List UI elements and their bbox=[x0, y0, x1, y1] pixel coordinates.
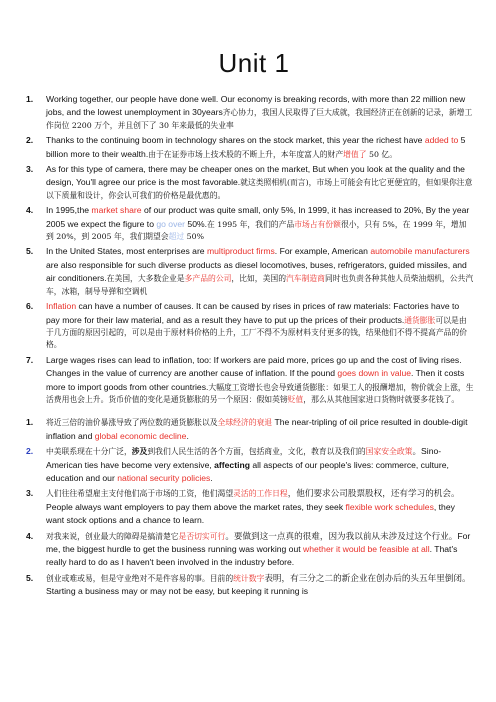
highlighted-phrase: Inflation bbox=[46, 301, 77, 312]
item-number: 5. bbox=[26, 572, 34, 583]
highlighted-phrase: 多产品的公司 bbox=[184, 274, 232, 284]
english-text: all aspects of our people's lives: commerce, culture, education and our bbox=[46, 459, 449, 483]
sentence-item bbox=[26, 93, 474, 132]
english-text: , they want stock options and a chance to learn. bbox=[46, 501, 455, 526]
highlighted-phrase: 通货膨胀 bbox=[404, 315, 436, 325]
english-text: ，他们要求公司股票股权，还有学习的机会。People always want employers to pay them above the market rates, they seek bbox=[46, 488, 460, 512]
highlighted-phrase: 是否切实可行 bbox=[178, 531, 226, 541]
sentence-item bbox=[26, 354, 474, 407]
item-number: 4. bbox=[26, 205, 34, 216]
sentence-list-english-chinese bbox=[26, 93, 474, 406]
sentence-item bbox=[26, 163, 474, 202]
english-text: . Then it costs more to import goods from other countries. bbox=[46, 368, 465, 392]
chinese-text: 在 1995 年，我们的产品 bbox=[207, 219, 295, 229]
chinese-text: 就这类照相机(而言)，市场上可能会有比它更便宜的，但如果你注意以下质量和设计，你会认可我们的价格是最优惠的。 bbox=[46, 178, 473, 200]
english-text: 表明，有三分之二的新企业在创办后的头五年里倒闭。Starting a business may or may not be easy, but keeping it running is bbox=[46, 572, 471, 597]
english-text: Thanks to the continuing boom in technology shares on the stock market, this year the richest have bbox=[46, 135, 425, 146]
english-text: The near-tripling of oil price resulted in double-digit inflation and bbox=[46, 417, 468, 441]
sentence-item bbox=[26, 300, 474, 352]
highlighted-phrase: automobile manufacturers bbox=[370, 246, 470, 257]
highlighted-phrase: flexible work schedules bbox=[345, 501, 434, 512]
english-text: Working together, our people have done well. Our economy is breaking records, with more than 22 million new jobs, and the lowest unemployment in 30years bbox=[46, 94, 466, 118]
sentence-list-chinese-english bbox=[26, 416, 474, 598]
highlighted-phrase: global economic decline bbox=[94, 430, 187, 441]
item-number: 1. bbox=[26, 94, 34, 104]
highlighted-phrase: multiproduct firms bbox=[206, 246, 275, 257]
english-text: 5 billion more to their wealth. bbox=[46, 135, 466, 159]
english-text: . bbox=[210, 472, 213, 483]
chinese-text: 大幅度工资增长也会导致通货膨胀：如果工人的报酬增加，物价就会上涨，生活费用也会上升。货币价值的变化是通货膨胀的另一个原因：假如英镑 bbox=[46, 382, 474, 404]
section-gap bbox=[34, 408, 474, 416]
chinese-text: 齐心协力，我国人民取得了巨大成就，我国经济正在创新的记录，新增工作岗位 2200 万个，并且创下了 30 年来最低的失业率 bbox=[46, 108, 473, 130]
highlighted-phrase: 超过 bbox=[168, 232, 185, 242]
sentence-item bbox=[26, 487, 474, 527]
highlighted-phrase: 增值了 bbox=[343, 149, 367, 159]
english-text: Large wages rises can lead to inflation, too: If workers are paid more, prices go up and the cost of living rises. Changes in the value of currency are another cause of inflation. If the pound bbox=[46, 354, 462, 379]
item-number: 2. bbox=[26, 446, 34, 457]
english-text: 。要做到这一点真的很难，因为我以前从未涉及过这个行业。For me, the biggest hurdle to get the business running was working out bbox=[46, 530, 471, 554]
chinese-text: 对我来说，创业最大的障碍是搞清楚它 bbox=[46, 531, 179, 541]
english-text: As for this type of camera, there may be cheaper ones on the market, But when you look at the quality and the design, You'll agree our price is the most favorable. bbox=[46, 164, 465, 188]
item-number: 7. bbox=[26, 354, 34, 365]
sentence-item bbox=[26, 530, 474, 570]
chinese-text: 同时也负责各种其他人员柴油烟机，公共汽车，冰箱，制导导弹和空调机 bbox=[46, 274, 474, 296]
chinese-text: 涉及 bbox=[131, 447, 148, 457]
highlighted-phrase: national security policies bbox=[117, 472, 211, 483]
english-text: In the United States, most enterprises are bbox=[46, 246, 207, 257]
english-text: 50%. bbox=[185, 218, 208, 229]
highlighted-phrase: 汽车制造商 bbox=[286, 274, 325, 284]
sentence-item bbox=[26, 245, 474, 298]
highlighted-phrase: 市场占有份额 bbox=[294, 219, 341, 229]
chinese-text: 在美国，大多数企业是 bbox=[106, 274, 185, 284]
english-text: of our product was quite small, only 5%, In 1999, it has increased to 20%, By the year 2005 we expect the figure to bbox=[46, 205, 470, 229]
sentence-item bbox=[26, 416, 474, 443]
highlighted-phrase: added to bbox=[424, 135, 459, 146]
chinese-text: ，比如，美国的 bbox=[231, 274, 286, 284]
sentence-item bbox=[26, 572, 474, 599]
item-number: 1. bbox=[26, 417, 34, 428]
english-text: . That's really hard to do as I haven't been involved in the industry before. bbox=[46, 544, 458, 568]
english-text: In 1995,the bbox=[46, 205, 92, 216]
item-number: 5. bbox=[26, 246, 34, 257]
english-text: . For example, American bbox=[274, 246, 371, 257]
chinese-text: 由于在证券市场上技术股的不断上升，本年度富人的财产 bbox=[148, 149, 344, 159]
item-number: 6. bbox=[26, 301, 34, 312]
english-text: . bbox=[186, 430, 189, 441]
item-number: 2. bbox=[26, 135, 34, 146]
chinese-text: 人们往往希望雇主支付他们高于市场的工资，他们渴望 bbox=[46, 489, 234, 499]
chinese-text: 将近三倍的油价暴涨导致了两位数的通货膨胀以及 bbox=[46, 418, 218, 428]
highlighted-phrase: 贬值 bbox=[287, 394, 304, 404]
highlighted-phrase: 灵活的工作日程 bbox=[233, 489, 288, 499]
chinese-text: 50 亿。 bbox=[366, 149, 398, 159]
english-text: 。Sino-American ties have become very extensive, bbox=[46, 446, 442, 470]
chinese-text: 可以是由于几方面的原因引起的，可以是由于原材料价格的上升，工厂不得不为原材料支付更多的钱，结果他们不得不提高产品的价格。 bbox=[46, 315, 468, 350]
chinese-text: 中美联系现在十分广泛， bbox=[46, 447, 132, 457]
highlighted-phrase: goes down in value bbox=[337, 368, 411, 379]
highlighted-phrase: 统计数字 bbox=[233, 573, 265, 583]
sentence-item bbox=[26, 134, 474, 161]
chinese-text: 到我们人民生活的各个方面，包括商业，文化，教育以及我们的 bbox=[147, 447, 366, 457]
chinese-text: 很小，只有 5%，在 1999 年，增加到 20%，到 2005 年，我们期望会 bbox=[46, 219, 467, 242]
item-number: 3. bbox=[26, 488, 34, 499]
highlighted-phrase: market share bbox=[91, 205, 142, 216]
english-text: can have a number of causes. It can be caused by rises in prices of raw materials: Factories have to pay more for their law material, and as a result they have to put up the prices of their products. bbox=[46, 301, 460, 325]
sentence-item bbox=[26, 445, 474, 485]
highlighted-phrase: 全球经济的衰退 bbox=[217, 418, 273, 428]
english-text: are also responsible for such diverse products as diesel locomotives, buses, refrigerators, guided missiles, and air conditioners. bbox=[46, 259, 467, 284]
highlighted-phrase: go over bbox=[156, 218, 186, 229]
highlighted-phrase: 国家安全政策 bbox=[365, 447, 413, 457]
chinese-text: 创业或难或易，但是守业绝对不是件容易的事。目前的 bbox=[46, 573, 234, 583]
item-number: 4. bbox=[26, 530, 34, 541]
chinese-text: ，那么从其他国家进口货物时就要多花钱了。 bbox=[303, 394, 460, 404]
item-number: 3. bbox=[26, 164, 34, 175]
chinese-text: 50% bbox=[184, 232, 204, 242]
sentence-item bbox=[26, 204, 474, 243]
english-text: affecting bbox=[214, 459, 250, 470]
highlighted-phrase: whether it would be feasible at all bbox=[303, 544, 430, 554]
page-title: Unit 1 bbox=[218, 48, 290, 78]
